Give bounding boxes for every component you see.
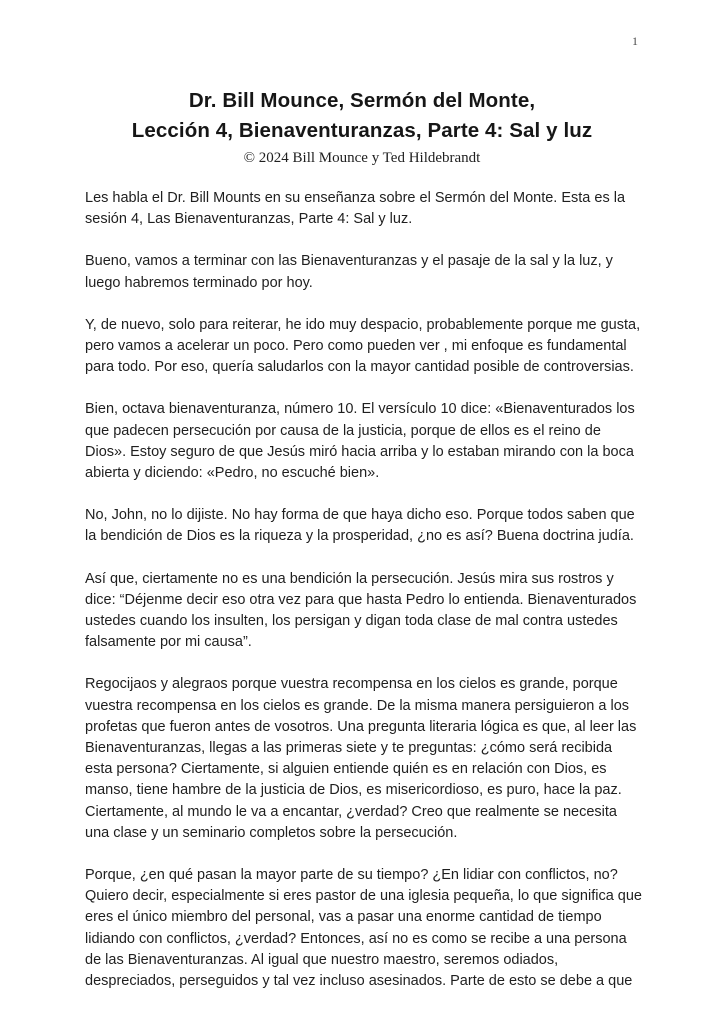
paragraph-no-john: No, John, no lo dijiste. No hay forma de que haya dicho eso. Porque todos saben que la bendición de Dios es la riqueza y la prosperidad, ¿no es así? Buena doctrina judía. [85, 507, 635, 545]
document-header [0, 86, 724, 168]
paragraph-intro: Les habla el Dr. Bill Mounts en su enseñanza sobre el Sermón del Monte. Esta es la sesión 4, Las Bienaventuranzas, Parte 4: Sal y luz. [85, 190, 626, 228]
paragraph-overview: Bueno, vamos a terminar con las Bienaventuranzas y el pasaje de la sal y la luz, y luego habremos terminado por hoy. [85, 253, 613, 291]
paragraph-jesus-quote: Así que, ciertamente no es una bendición la persecución. Jesús mira sus rostros y dice: “Déjenme decir eso otra vez para que hasta Pedro lo entienda. Bienaventurados ustedes cuando los insulten, los persigan y digan toda clase de mal contra ustedes falsamente por mi causa”. [85, 570, 637, 651]
document-title-line-1: Dr. Bill Mounce, Sermón del Monte, [188, 89, 536, 112]
paragraph-reiterate: Y, de nuevo, solo para reiterar, he ido muy despacio, probablemente porque me gusta, pero vamos a acelerar un poco. Pero como pueden ver , mi enfoque es fundamental para todo. Por eso, quería saludarlos con la mayor cantidad posible de controversias. [85, 316, 641, 376]
paragraph-rejoice: Regocijaos y alegraos porque vuestra recompensa en los cielos es grande, porque vuestra recompensa en los cielos es grande. De la misma manera persiguieron a los profetas que fueron antes de vosotros. Una pregunta literaria lógica es que, al leer las Bienaventuranzas, llegas a las primeras siete y te preguntas: ¿cómo será recibida esta persona? Ciertamente, si alguien entiende quién es en relación con Dios, es manso, tiene hambre de la justicia de Dios, es misericordioso, es puro, hace la paz. Ciertamente, al mundo le va a encantar, ¿verdad? Creo que realmente se necesita una clase y un seminario completos sobre la persecución. [85, 676, 637, 841]
paragraph-conflicts: Porque, ¿en qué pasan la mayor parte de su tiempo? ¿En lidiar con conflictos, no? Quiero decir, especialmente si eres pastor de una iglesia pequeña, lo que significa que eres el único miembro del personal, vas a pasar una enorme cantidad de tiempo lidiando con conflictos, ¿verdad? Entonces, así no es como se recibe a una persona de las Bienaventuranzas. Al igual que nuestro maestro, seremos odiados, despreciados, perseguidos y tal vez incluso asesinados. Parte de esto se debe a que [85, 867, 642, 990]
page-number: 1 [632, 34, 638, 48]
document-title-line-2: Lección 4, Bienaventuranzas, Parte 4: Sal y luz [131, 119, 593, 142]
copyright-line: © 2024 Bill Mounce y Ted Hildebrandt [243, 150, 481, 166]
document-body [85, 188, 642, 1013]
paragraph-beatitude-10: Bien, octava bienaventuranza, número 10. El versículo 10 dice: «Bienaventurados los que padecen persecución por causa de la justicia, porque de ellos es el reino de Dios». Estoy seguro de que Jesús miró hacia arriba y lo estaban mirando con la boca abierta y diciendo: «Pedro, no escuché bien». [85, 401, 635, 482]
